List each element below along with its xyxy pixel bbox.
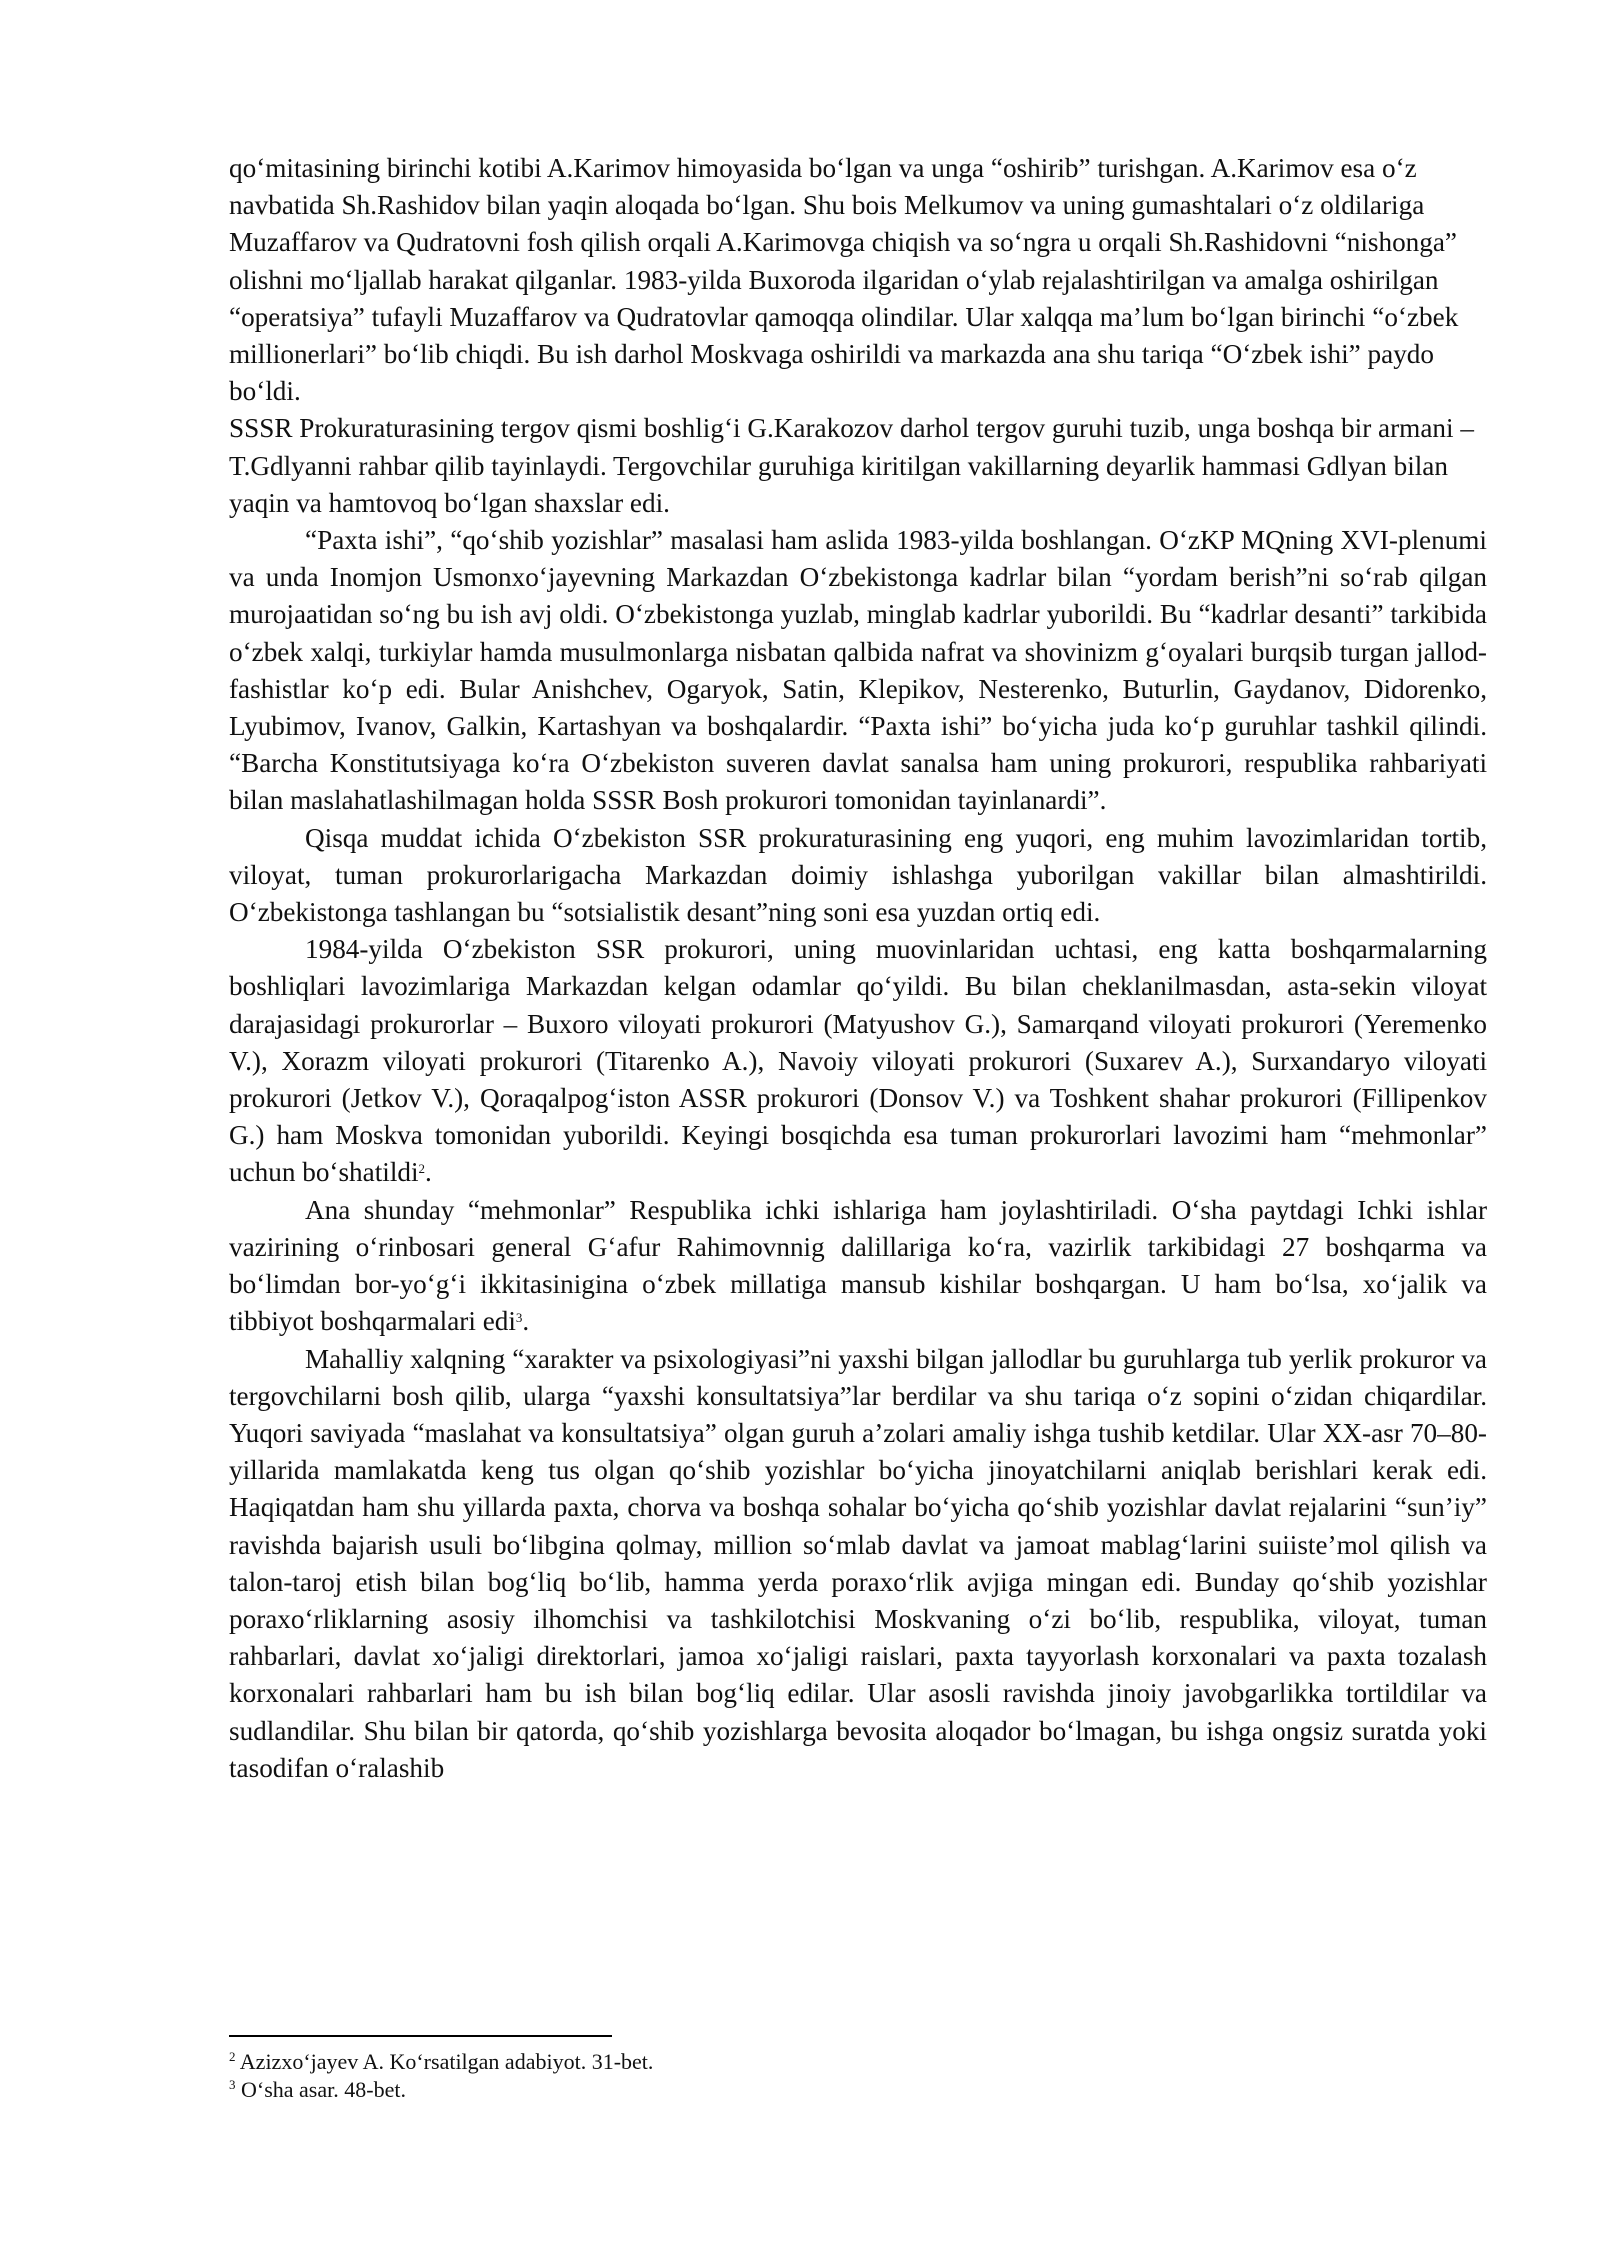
- paragraph-5: 1984-yilda O‘zbekiston SSR prokurori, uning muovinlaridan uchtasi, eng katta boshqarmalarning boshliqlari lavozimlariga Markazdan kelgan odamlar qo‘yildi. Bu bilan cheklanilmasdan, asta-sekin viloyat darajasidagi prokurorlar – Buxoro viloyati prokurori (Matyushov G.), Samarqand viloyati prokurori (Yeremenko V.), Xorazm viloyati prokurori (Titarenko A.), Navoiy viloyati prokurori (Suxarev A.), Surxandaryo viloyati prokurori (Jetkov V.), Qoraqalpog‘iston ASSR prokurori (Donsov V.) va Toshkent shahar prokurori (Fillipenkov G.) ham Moskva tomonidan yuborildi. Keyingi bosqichda esa tuman prokurorlari lavozimi ham “mehmonlar” uchun bo‘shatildi$^2$.: [229, 934, 1487, 1188]
- document-body: [229, 150, 1487, 1787]
- footnote-ref-2[interactable]: 2: [418, 1161, 426, 1177]
- paragraph-3: “Paxta ishi”, “qo‘shib yozishlar” masalasi ham aslida 1983-yilda boshlangan. O‘zKP MQning XVI-plenumi va unda Inomjon Usmonxo‘jayevning Markazdan O‘zbekistonga kadrlar bilan “yordam berish”ni so‘rab qilgan murojaatidan so‘ng bu ish avj oldi. O‘zbekistonga yuzlab, minglab kadrlar yuborildi. Bu “kadrlar desanti” tarkibida o‘zbek xalqi, turkiylar hamda musulmonlarga nisbatan qalbida nafrat va shovinizm g‘oyalari burqsib turgan jallod-fashistlar ko‘p edi. Bular Anishchev, Ogaryok, Satin, Klepikov, Nesterenko, Buturlin, Gaydanov, Didorenko, Lyubimov, Ivanov, Galkin, Kartashyan va boshqalardir. “Paxta ishi” bo‘yicha juda ko‘p guruhlar tashkil qilindi. “Barcha Konstitutsiyaga ko‘ra O‘zbekiston suveren davlat sanalsa ham uning prokurori, respublika rahbariyati bilan maslahatlashilmagan holda SSSR Bosh prokurori tomonidan tayinlanardi”.: [229, 525, 1487, 816]
- footnote-item: [229, 2048, 1487, 2076]
- paragraph-7: Mahalliy xalqning “xarakter va psixologiyasi”ni yaxshi bilgan jallodlar bu guruhlarga tub yerlik prokuror va tergovchilarni bosh qilib, ularga “yaxshi konsultatsiya”lar berdilar va shu tariqa o‘z sopini o‘zidan chiqardilar. Yuqori saviyada “maslahat va konsultatsiya” olgan guruh a’zolari amaliy ishga tushib ketdilar. Ular XX-asr 70–80-yillarida mamlakatda keng tus olgan qo‘shib yozishlar bo‘yicha jinoyatchilarni aniqlab berishlari kerak edi. Haqiqatdan ham shu yillarda paxta, chorva va boshqa sohalar bo‘yicha qo‘shib yozishlar davlat rejalarini “sun’iy” ravishda bajarish usuli bo‘libgina qolmay, million so‘mlab davlat va jamoat mablag‘larini suiiste’mol qilish va talon-taroj etish bilan bog‘liq bo‘lib, hamma yerda poraxo‘rlik avjiga mingan edi. Bunday qo‘shib yozishlar poraxo‘rliklarning asosiy ilhomchisi va tashkilotchisi Moskvaning o‘zi bo‘lib, respublika, viloyat, tuman rahbarlari, davlat xo‘jaligi direktorlari, jamoa xo‘jaligi raislari, paxta tayyorlash korxonalari va paxta tozalash korxonalari rahbarlari ham bu ish bilan bog‘liq edilar. Ular asosli ravishda jinoiy javobgarlikka tortildilar va sudlandilar. Shu bilan bir qatorda, qo‘shib yozishlarga bevosita aloqador bo‘lmagan, bu ishga ongsiz suratda yoki tasodifan o‘ralashib: [229, 1343, 1487, 1783]
- footnotes: [229, 2048, 1487, 2104]
- paragraph-1: qo‘mitasining birinchi kotibi A.Karimov himoyasida bo‘lgan va unga “oshirib” turishgan. A.Karimov esa o‘z navbatida Sh.Rashidov bilan yaqin aloqada bo‘lgan. Shu bois Melkumov va uning gumashtalari o‘z oldilariga Muzaffarov va Qudratovni fosh qilish orqali A.Karimovga chiqish va so‘ngra u orqali Sh.Rashidovni “nishonga” olishni mo‘ljallab harakat qilganlar. 1983-yilda Buxoroda ilgaridan o‘ylab rejalashtirilgan va amalga oshirilgan “operatsiya” tufayli Muzaffarov va Qudratovlar qamoqqa olindilar. Ular xalqqa ma’lum bo‘lgan birinchi “o‘zbek millionerlari” bo‘lib chiqdi. Bu ish darhol Moskvaga oshirildi va markazda ana shu tariqa “O‘zbek ishi” paydo bo‘ldi.: [229, 153, 1459, 407]
- paragraph-2: SSSR Prokuraturasining tergov qismi boshlig‘i G.Karakozov darhol tergov guruhi tuzib, unga boshqa bir armani – T.Gdlyanni rahbar qilib tayinlaydi. Tergovchilar guruhiga kiritilgan vakillarning deyarlik hammasi Gdlyan bilan yaqin va hamtovoq bo‘lgan shaxslar edi.: [229, 413, 1474, 518]
- footnote-separator: [229, 2035, 612, 2037]
- footnote-text: Azizxo‘jayev A. Ko‘rsatilgan adabiyot. 31-bet.: [239, 2049, 654, 2074]
- paragraph-5-text: 1984-yilda O‘zbekiston SSR prokurori, uning muovinlaridan uchtasi, eng katta boshqarmalarning boshliqlari lavozimlariga Markazdan kelgan odamlar qo‘yildi. Bu bilan cheklanilmasdan, asta-sekin viloyat darajasidagi prokurorlar – Buxoro viloyati prokurori (Matyushov G.), Samarqand viloyati prokurori (Yeremenko V.), Xorazm viloyati prokurori (Titarenko A.), Navoiy viloyati prokurori (Suxarev A.), Surxandaryo viloyati prokurori (Jetkov V.), Qoraqalpog‘iston ASSR prokurori (Donsov V.) va Toshkent shahar prokurori (Fillipenkov G.) ham Moskva tomonidan yuborildi. Keyingi bosqichda esa tuman prokurorlari lavozimi ham “mehmonlar” uchun bo‘shatildi: [229, 934, 1487, 1188]
- footnote-number: 3: [229, 2077, 236, 2092]
- paragraph-4: Qisqa muddat ichida O‘zbekiston SSR prokuraturasining eng yuqori, eng muhim lavozimlaridan tortib, viloyat, tuman prokurorlarigacha Markazdan doimiy ishlashga yuborilgan vakillar bilan almashtirildi. O‘zbekistonga tashlangan bu “sotsialistik desant”ning soni esa yuzdan ortiq edi.: [229, 822, 1487, 928]
- footnote-ref-3[interactable]: 3: [515, 1310, 523, 1326]
- footnote-text: O‘sha asar. 48-bet.: [241, 2077, 406, 2102]
- paragraph-6: Ana shunday “mehmonlar” Respublika ichki ishlariga ham joylashtiriladi. O‘sha paytdagi Ichki ishlar vazirining o‘rinbosari general G‘afur Rahimovnnig dalillariga ko‘ra, vazirlik tarkibidagi 27 boshqarma va bo‘limdan bor-yo‘g‘i ikkitasinigina o‘zbek millatiga mansub kishilar boshqargan. U ham bo‘lsa, xo‘jalik va tibbiyot boshqarmalari edi$^3$.: [229, 1194, 1487, 1337]
- paragraph-6-text: Ana shunday “mehmonlar” Respublika ichki ishlariga ham joylashtiriladi. O‘sha paytdagi Ichki ishlar vazirining o‘rinbosari general G‘afur Rahimovnnig dalillariga ko‘ra, vazirlik tarkibidagi 27 boshqarma va bo‘limdan bor-yo‘g‘i ikkitasinigina o‘zbek millatiga mansub kishilar boshqargan. U ham bo‘lsa, xo‘jalik va tibbiyot boshqarmalari edi: [229, 1194, 1487, 1337]
- footnote-number: 2: [229, 2049, 236, 2064]
- footnote-item: [229, 2076, 1487, 2104]
